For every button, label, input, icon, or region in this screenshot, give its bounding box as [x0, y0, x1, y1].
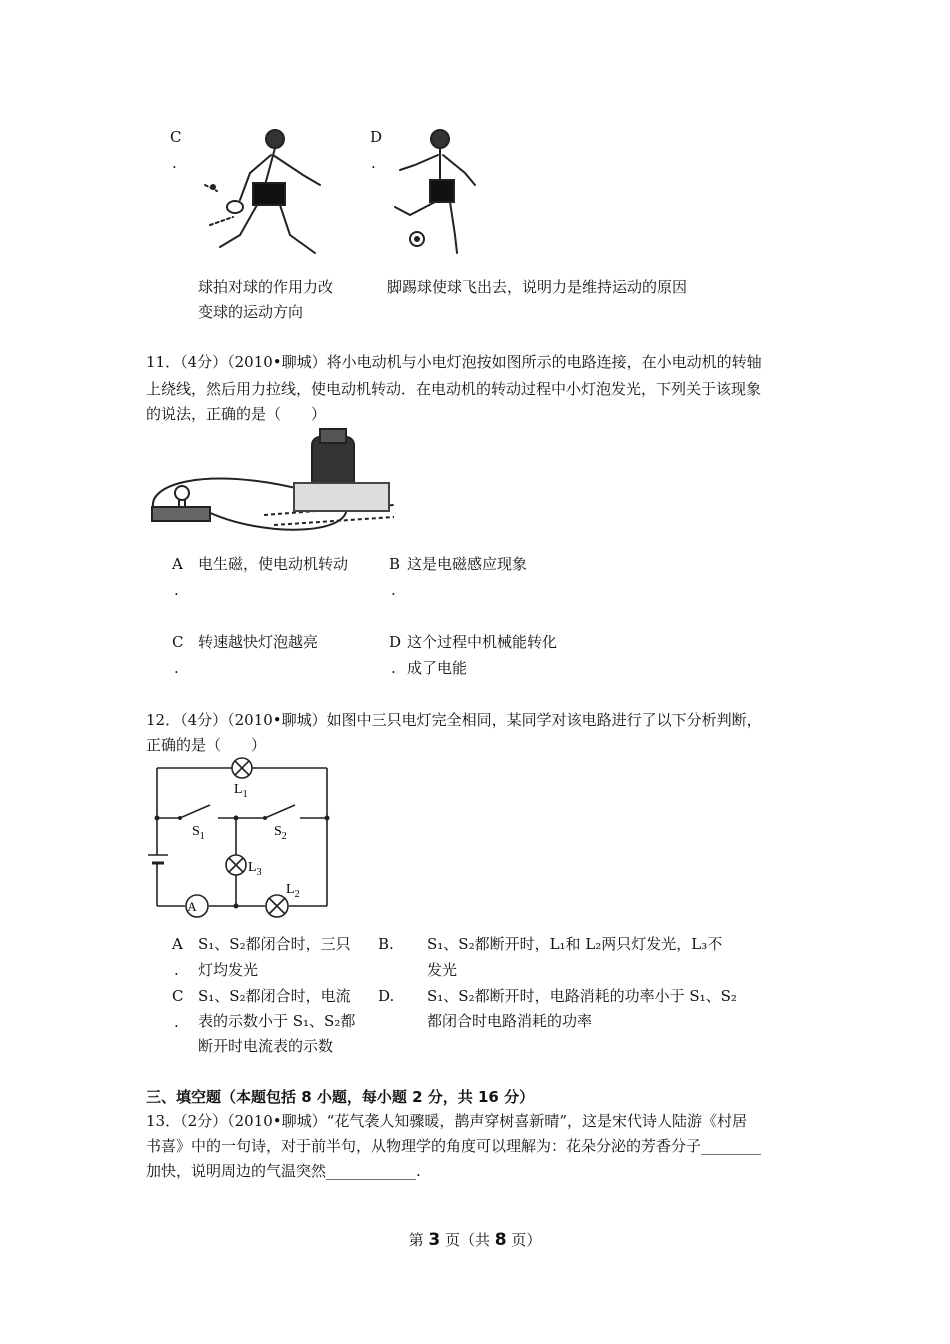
q11-stem-line1: 11．（4分）（2010•聊城）将小电动机与小电灯泡按如图所示的电路连接，在小电动机的转轴	[146, 353, 762, 371]
q11-option-a-dot: .	[174, 581, 179, 599]
q12-option-c-text-line1: S₁、S₂都闭合时，电流	[198, 987, 351, 1005]
q11-option-d-dot: .	[391, 659, 396, 677]
q12-stem-line1: 12．（4分）（2010•聊城）如图中三只电灯完全相同，某同学对该电路进行了以下分析判断，	[146, 711, 762, 729]
q12-option-b-text-line2: 发光	[427, 961, 458, 979]
q13-stem-line2: 书喜》中的一句诗，对于前半句，从物理学的角度可以理解为：花朵分泌的芳香分子________	[146, 1137, 762, 1155]
q12-option-a-text-line2: 灯均发光	[198, 961, 259, 979]
l3-label: $L_3$	[248, 860, 262, 878]
q11-option-a-letter: A	[172, 555, 183, 573]
q13-stem-line1: 13．（2分）（2010•聊城）“花气袭人知骤暖，鹊声穿树喜新晴”，这是宋代诗人陆游《村居	[146, 1112, 747, 1130]
q12-option-d-text-line2: 都闭合时电路消耗的功率	[427, 1012, 593, 1030]
q10-option-c-text-line2: 变球的运动方向	[198, 303, 304, 321]
q12-option-b-text-line1: S₁、S₂都断开时，L₁和 L₂两只灯发光，L₃不	[427, 935, 723, 953]
footer-page-number: 3	[428, 1230, 441, 1250]
q12-option-a-dot: .	[174, 961, 179, 979]
q11-stem-line2: 上绕线，然后用力拉线，使电动机转动．在电动机的转动过程中小灯泡发光，下列关于该现象	[146, 380, 762, 398]
q12-option-b-letter: B.	[378, 935, 394, 953]
page-footer	[0, 1229, 950, 1251]
footer-total-pages: 8	[494, 1230, 507, 1250]
q12-stem-line2: 正确的是（ ）	[146, 736, 267, 754]
soccer-player-figure	[385, 125, 485, 265]
q10-option-c-letter: C	[170, 128, 182, 146]
q12-option-d-text-line1: S₁、S₂都断开时，电路消耗的功率小于 S₁、S₂	[427, 987, 737, 1005]
q10-option-d-dot: .	[371, 154, 376, 172]
q10-option-c-dot: .	[172, 154, 177, 172]
three-lamp-circuit-diagram	[140, 755, 340, 920]
s1-label: $S_1$	[192, 824, 205, 842]
q13-stem-line3: 加快，说明周边的气温突然____________.	[146, 1162, 421, 1180]
ammeter-label: A	[187, 899, 197, 914]
q12-option-c-dot: .	[174, 1013, 179, 1031]
q11-option-b-text: 这是电磁感应现象	[407, 555, 528, 573]
q12-option-a-letter: A	[172, 935, 183, 953]
footer-suffix: 页）	[506, 1231, 542, 1249]
q12-option-a-text-line1: S₁、S₂都闭合时，三只	[198, 935, 351, 953]
q11-option-a-text: 电生磁，使电动机转动	[198, 555, 349, 573]
q12-option-c-letter: C	[172, 987, 184, 1005]
section-3-heading: 三、填空题（本题包括 8 小题，每小题 2 分，共 16 分）	[146, 1088, 535, 1106]
q12-option-c-text-line3: 断开时电流表的示数	[198, 1037, 334, 1055]
footer-middle: 页（共	[440, 1231, 495, 1249]
s2-label: $S_2$	[274, 824, 287, 842]
q11-option-c-text: 转速越快灯泡越亮	[198, 633, 319, 651]
q11-option-c-dot: .	[174, 659, 179, 677]
q11-option-c-letter: C	[172, 633, 184, 651]
q11-stem-line3: 的说法，正确的是（ ）	[146, 405, 327, 423]
q11-option-d-text-line2: 成了电能	[407, 659, 468, 677]
q11-option-b-letter: B	[389, 555, 401, 573]
footer-prefix: 第	[408, 1231, 429, 1249]
q12-option-d-letter: D.	[378, 987, 395, 1005]
q10-option-d-text: 脚踢球使球飞出去，说明力是维持运动的原因	[387, 278, 688, 296]
l1-label: $L_1$	[234, 782, 248, 800]
q10-option-c-text-line1: 球拍对球的作用力改	[198, 278, 334, 296]
q11-option-d-text-line1: 这个过程中机械能转化	[407, 633, 558, 651]
motor-lamp-circuit-figure	[144, 425, 414, 545]
q10-option-d-letter: D	[370, 128, 383, 146]
q11-option-b-dot: .	[391, 581, 396, 599]
q11-option-d-letter: D	[389, 633, 402, 651]
l2-label: $L_2$	[286, 882, 300, 900]
q12-option-c-text-line2: 表的示数小于 S₁、S₂都	[198, 1012, 356, 1030]
badminton-player-figure	[195, 125, 335, 265]
